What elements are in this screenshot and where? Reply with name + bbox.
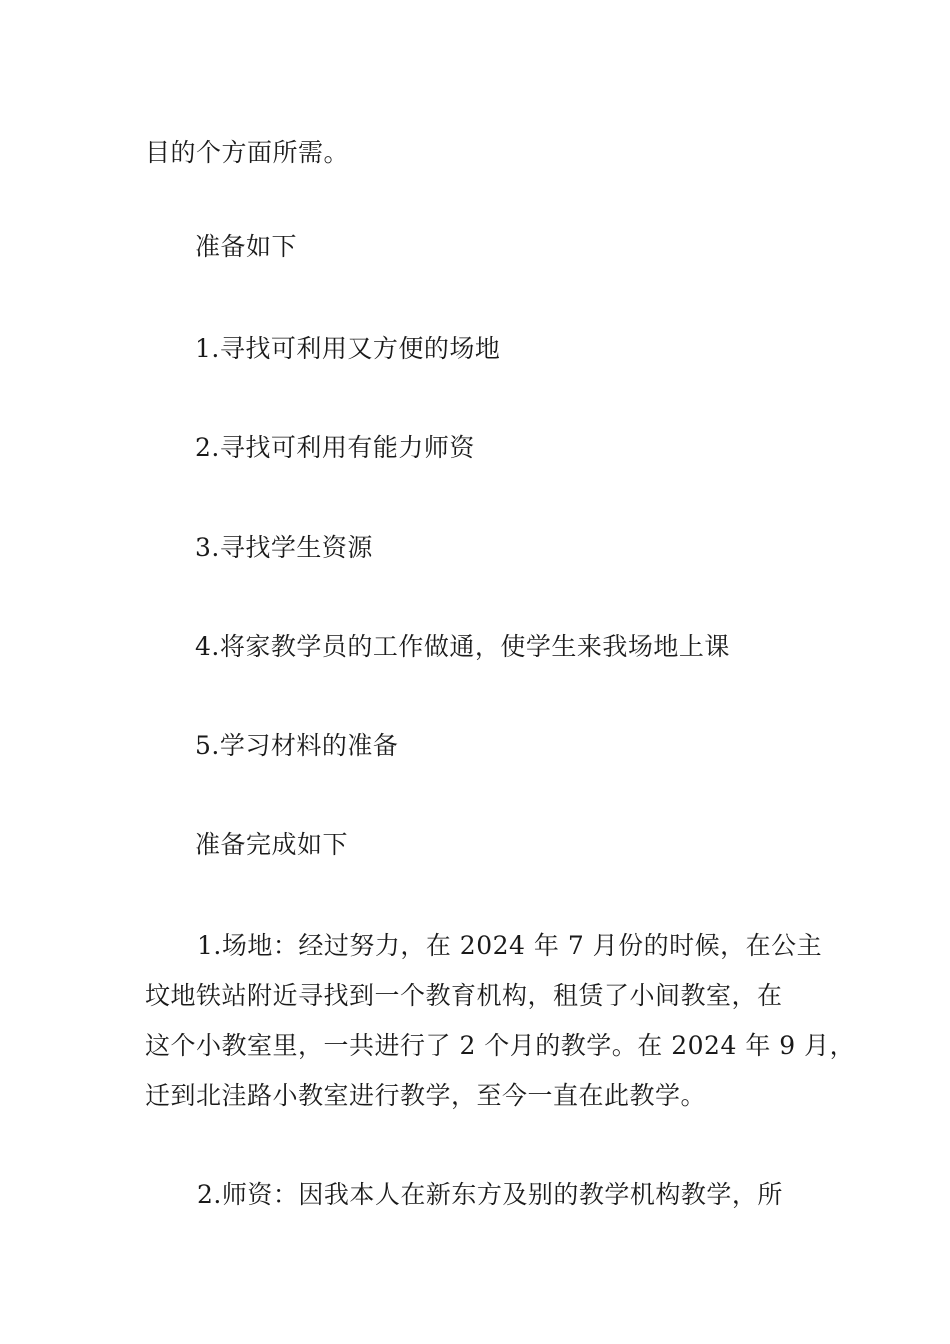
- prep-item-1: 1.寻找可利用又方便的场地: [195, 334, 501, 363]
- teacher-paragraph-line: 2.师资：因我本人在新东方及别的教学机构教学，所: [197, 1180, 783, 1209]
- prep-item-3: 3.寻找学生资源: [195, 533, 373, 562]
- done-heading: 准备完成如下: [195, 830, 349, 859]
- opening-fragment: 目的个方面所需。: [145, 138, 350, 167]
- prep-item-2: 2.寻找可利用有能力师资: [195, 433, 475, 462]
- venue-paragraph-line: 这个小教室里，一共进行了 2 个月的教学。在 2024 年 9 月，: [145, 1031, 856, 1060]
- prep-heading: 准备如下: [195, 232, 298, 261]
- venue-paragraph-line: 1.场地：经过努力，在 2024 年 7 月份的时候，在公主: [197, 931, 823, 960]
- venue-paragraph-line: 坟地铁站附近寻找到一个教育机构，租赁了小间教室，在: [145, 981, 783, 1010]
- prep-item-5: 5.学习材料的准备: [195, 731, 399, 760]
- venue-paragraph-line: 迁到北洼路小教室进行教学，至今一直在此教学。: [145, 1081, 707, 1110]
- teacher-paragraph: [145, 1170, 825, 1220]
- prep-item-4: 4.将家教学员的工作做通，使学生来我场地上课: [195, 632, 730, 661]
- venue-paragraph: [145, 921, 856, 1121]
